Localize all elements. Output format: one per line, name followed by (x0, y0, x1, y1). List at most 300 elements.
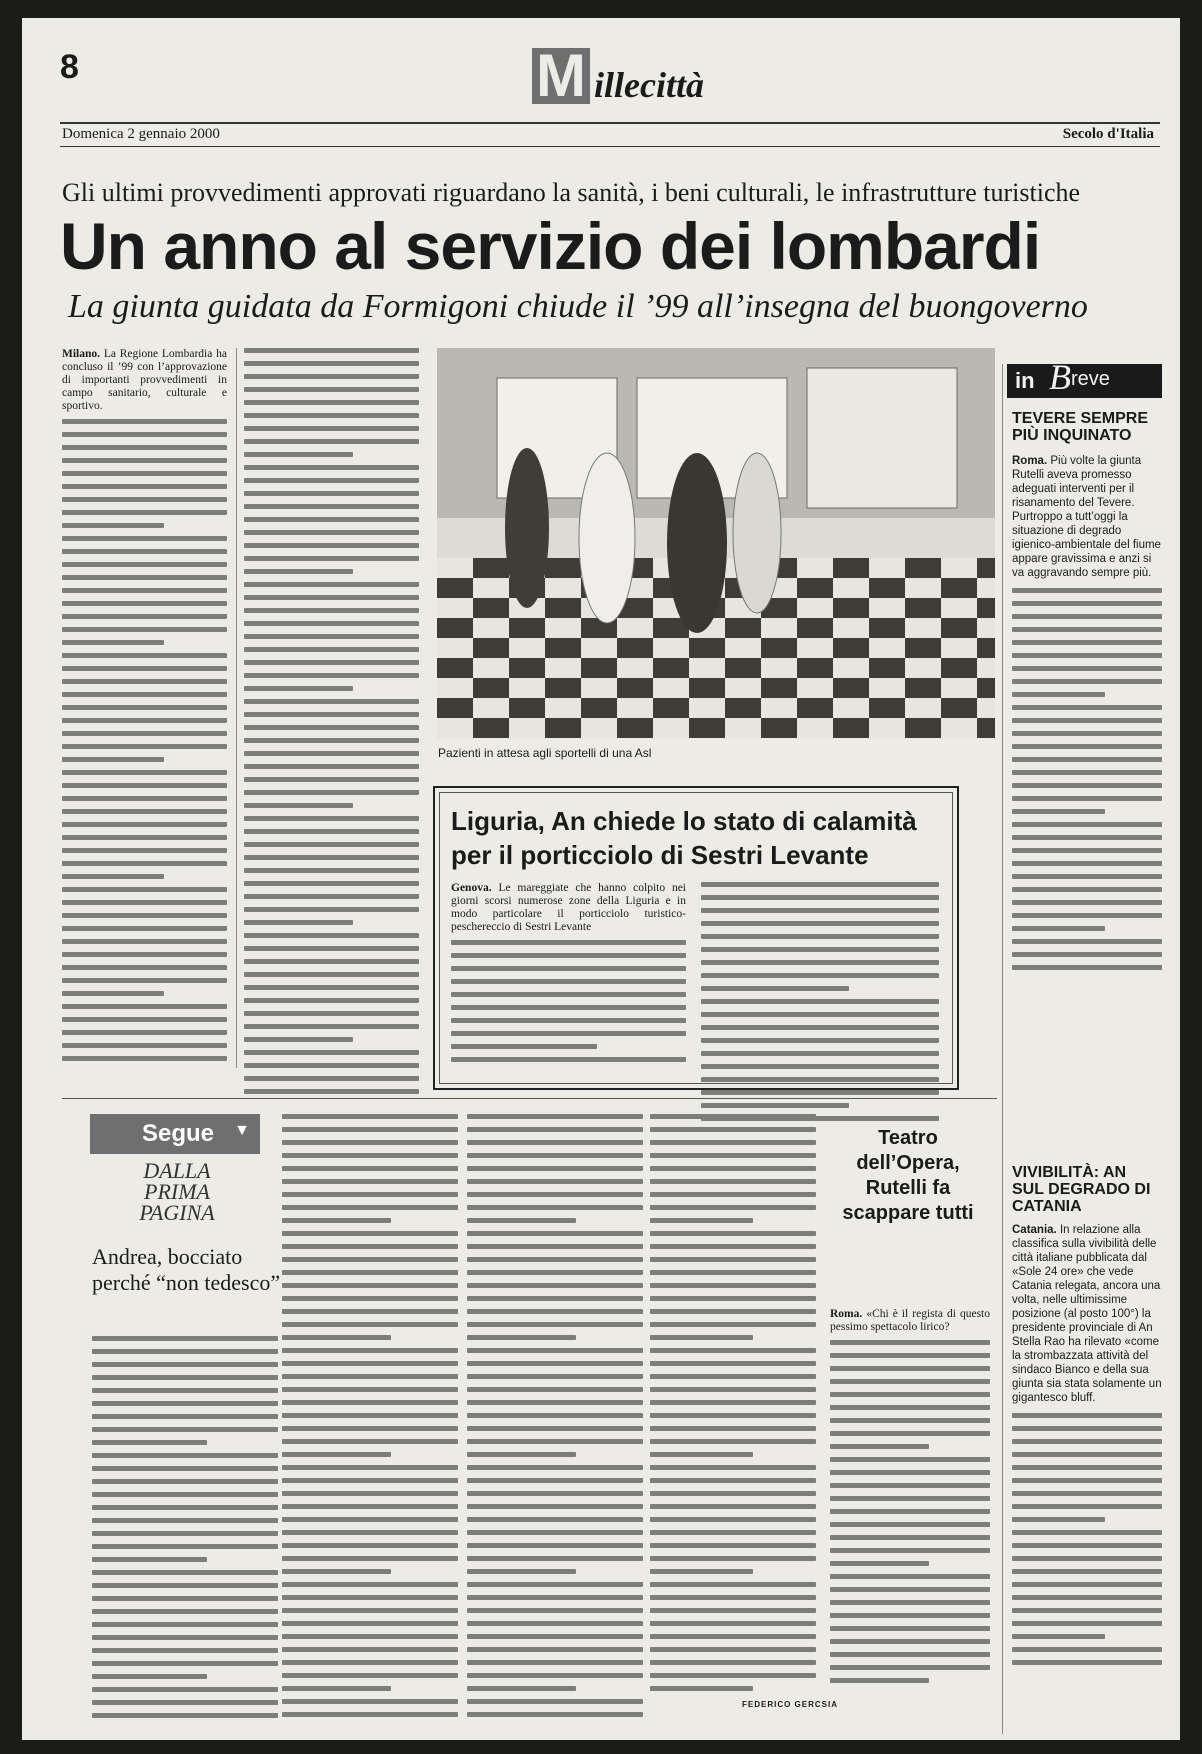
text-line (282, 1439, 458, 1444)
text-line (1012, 874, 1162, 879)
floor-tile (869, 638, 905, 658)
text-line (282, 1179, 458, 1184)
text-line (1012, 1439, 1162, 1444)
text-line (650, 1595, 816, 1600)
floor-tile (833, 618, 869, 638)
text-line (62, 458, 227, 463)
text-line (244, 868, 419, 873)
text-line (244, 543, 419, 548)
floor-tile (869, 718, 905, 738)
text-line (1012, 913, 1162, 918)
text-line (244, 894, 419, 899)
text-line (650, 1673, 816, 1678)
floor-tile (941, 618, 977, 638)
text-line (62, 809, 227, 814)
text-line (650, 1374, 816, 1379)
text-line (830, 1652, 990, 1657)
text-line (1012, 965, 1162, 970)
floor-tile (833, 698, 869, 718)
text-line (62, 1043, 227, 1048)
text-line (62, 445, 227, 450)
text-line (92, 1479, 278, 1484)
text-line (62, 744, 227, 749)
text-line (244, 608, 419, 613)
floor-tile (581, 678, 617, 698)
floor-tile (797, 558, 833, 578)
text-line (701, 934, 939, 939)
text-line (650, 1439, 816, 1444)
text-line (282, 1634, 458, 1639)
floor-tile (653, 638, 689, 658)
text-line (467, 1153, 643, 1158)
issue-date: Domenica 2 gennaio 2000 (62, 126, 220, 142)
floor-tile (869, 558, 905, 578)
segue-label: Segue (142, 1120, 215, 1147)
text-line (701, 1077, 939, 1082)
text-line (830, 1600, 990, 1605)
text-lines (451, 940, 686, 1062)
text-line (92, 1544, 278, 1549)
box-column-1 (451, 882, 686, 1070)
text-line (467, 1361, 643, 1366)
text-line (62, 497, 227, 502)
floor-tile (761, 658, 797, 678)
floor-tile (581, 658, 617, 678)
text-line (451, 1005, 686, 1010)
text-line (650, 1504, 816, 1509)
text-line (650, 1283, 816, 1288)
text-line (282, 1673, 458, 1678)
text-line (830, 1366, 990, 1371)
box-column-2 (701, 882, 939, 1129)
text-line (244, 530, 419, 535)
floor-tile (545, 718, 581, 738)
text-line (282, 1608, 458, 1613)
text-line (62, 926, 227, 931)
text-line (701, 1025, 939, 1030)
text-line (467, 1348, 643, 1353)
text-line (830, 1405, 990, 1410)
text-line (92, 1648, 278, 1653)
dpp-line-1: DALLA (143, 1158, 211, 1183)
text-line (650, 1309, 816, 1314)
floor-tile (941, 658, 977, 678)
boxed-article-liguria (433, 786, 959, 1090)
text-lines (282, 1114, 458, 1717)
text-line (467, 1296, 643, 1301)
text-lines (244, 348, 419, 1094)
text-line (451, 940, 686, 945)
text-line (244, 1011, 419, 1016)
text-line (62, 757, 164, 762)
text-line (244, 595, 419, 600)
text-line (62, 575, 227, 580)
teatro-title: Teatro dell’Opera, Rutelli fa scappare tutti (842, 1127, 974, 1224)
article-title: Un anno al servizio dei lombardi (60, 209, 1041, 283)
text-line (1012, 614, 1162, 619)
text-line (1012, 1634, 1105, 1639)
text-line (244, 400, 419, 405)
text-line (650, 1491, 816, 1496)
floor-tile (833, 558, 869, 578)
text-line (830, 1470, 990, 1475)
text-line (282, 1270, 458, 1275)
text-line (830, 1496, 990, 1501)
floor-tile (905, 678, 941, 698)
text-line (62, 965, 227, 970)
floor-tile (869, 598, 905, 618)
text-line (1012, 861, 1162, 866)
text-line (62, 523, 164, 528)
brief-catania-title: VIVIBILITÀ: AN SUL DEGRADO DI CATANIA (1012, 1164, 1151, 1215)
text-line (282, 1218, 391, 1223)
teatro-dateline: Roma. (830, 1308, 863, 1320)
box-title: Liguria, An chiede lo stato di calamità per il porticciolo di Sestri Levante (451, 806, 917, 870)
floor-tile (545, 558, 581, 578)
text-line (92, 1505, 278, 1510)
text-line (62, 432, 227, 437)
floor-tile (545, 618, 581, 638)
text-line (244, 998, 419, 1003)
text-line (282, 1647, 458, 1652)
text-line (282, 1413, 458, 1418)
text-line (701, 986, 849, 991)
text-line (282, 1387, 458, 1392)
text-line (62, 1056, 227, 1061)
text-line (1012, 1413, 1162, 1418)
text-line (282, 1569, 391, 1574)
text-line (62, 627, 227, 632)
segue-banner (90, 1114, 260, 1154)
andrea-column-4 (650, 1114, 816, 1699)
teatro-headline-box (824, 1126, 992, 1298)
text-line (451, 992, 686, 997)
article-column-1 (62, 348, 227, 1069)
text-line (92, 1349, 278, 1354)
text-line (282, 1582, 458, 1587)
text-line (467, 1478, 643, 1483)
brief-tevere-dateline: Roma. (1012, 455, 1048, 467)
text-line (282, 1517, 458, 1522)
text-line (62, 705, 227, 710)
floor-tile (545, 638, 581, 658)
text-line (650, 1192, 816, 1197)
section-divider (62, 1098, 997, 1099)
text-line (244, 1076, 419, 1081)
text-line (650, 1348, 816, 1353)
text-line (62, 991, 164, 996)
text-line (1012, 887, 1162, 892)
text-line (701, 947, 939, 952)
text-line (282, 1296, 458, 1301)
teatro-lead: «Chi è il regista di questo pessimo spettacolo lirico? (830, 1308, 991, 1333)
text-line (467, 1257, 643, 1262)
floor-tile (977, 578, 995, 598)
text-line (650, 1543, 816, 1548)
text-line (244, 673, 419, 678)
floor-tile (617, 698, 653, 718)
text-line (1012, 731, 1162, 736)
text-line (467, 1556, 643, 1561)
text-line (467, 1517, 643, 1522)
text-line (451, 966, 686, 971)
text-line (1012, 926, 1105, 931)
text-line (92, 1596, 278, 1601)
text-line (244, 491, 419, 496)
floor-tile (473, 558, 509, 578)
text-line (244, 712, 419, 717)
text-line (244, 777, 419, 782)
brief-catania-body (1012, 1223, 1162, 1405)
text-line (830, 1418, 990, 1423)
text-line (244, 790, 419, 795)
floor-tile (581, 698, 617, 718)
text-line (1012, 705, 1162, 710)
text-lines (701, 882, 939, 1121)
floor-tile (761, 618, 797, 638)
text-line (1012, 718, 1162, 723)
text-line (650, 1465, 816, 1470)
floor-tile (977, 598, 995, 618)
text-line (650, 1517, 816, 1522)
text-line (92, 1362, 278, 1367)
text-line (1012, 588, 1162, 593)
floor-tile (617, 678, 653, 698)
text-line (92, 1453, 278, 1458)
floor-tile (509, 718, 545, 738)
article-signature: FEDERICO GERCSIA (742, 1700, 839, 1709)
text-line (62, 848, 227, 853)
text-lines (62, 419, 227, 1061)
text-line (244, 1024, 419, 1029)
text-line (830, 1574, 990, 1579)
newspaper-name: Secolo d'Italia (1062, 126, 1154, 142)
text-line (62, 887, 227, 892)
text-line (1012, 627, 1162, 632)
in-breve-header (1007, 357, 1162, 398)
floor-tile (905, 658, 941, 678)
text-line (650, 1400, 816, 1405)
text-line (282, 1543, 458, 1548)
text-line (650, 1231, 816, 1236)
dpp-line-2: PRIMA (144, 1179, 210, 1204)
floor-tile (833, 658, 869, 678)
text-line (467, 1309, 643, 1314)
text-line (1012, 692, 1105, 697)
floor-tile (905, 618, 941, 638)
text-line (650, 1647, 816, 1652)
text-line (1012, 900, 1162, 905)
text-line (467, 1621, 643, 1626)
text-line (467, 1569, 576, 1574)
text-line (650, 1660, 816, 1665)
text-line (282, 1153, 458, 1158)
text-line (282, 1686, 391, 1691)
text-line (467, 1634, 643, 1639)
floor-tile (941, 718, 977, 738)
text-line (467, 1231, 643, 1236)
text-line (282, 1231, 458, 1236)
text-line (92, 1388, 278, 1393)
text-line (244, 751, 419, 756)
floor-tile (977, 658, 995, 678)
box-lead: Le mareggiate che hanno colpito nei giorni scorsi numerose zone della Liguria e in modo particolare il porticciolo turistico-peschereccio di Sestri Levante (451, 882, 686, 933)
text-line (467, 1608, 643, 1613)
text-line (467, 1673, 643, 1678)
text-line (282, 1452, 391, 1457)
brief-tevere-title: TEVERE SEMPRE PIÙ INQUINATO (1012, 410, 1149, 444)
text-line (62, 874, 164, 879)
text-line (1012, 640, 1162, 645)
text-line (1012, 939, 1162, 944)
floor-tile (509, 698, 545, 718)
text-line (244, 764, 419, 769)
text-line (62, 913, 227, 918)
text-line (244, 660, 419, 665)
text-line (650, 1413, 816, 1418)
text-line (244, 699, 419, 704)
floor-tile (977, 638, 995, 658)
text-line (451, 953, 686, 958)
text-line (1012, 757, 1162, 762)
floor-tile (725, 658, 761, 678)
floor-tile (509, 678, 545, 698)
text-line (244, 829, 419, 834)
text-line (830, 1535, 990, 1540)
text-line (282, 1699, 458, 1704)
floor-tile (545, 658, 581, 678)
floor-tile (725, 698, 761, 718)
text-line (244, 517, 419, 522)
text-line (244, 1050, 419, 1055)
floor-tile (509, 618, 545, 638)
text-line (244, 946, 419, 951)
text-line (830, 1587, 990, 1592)
text-line (282, 1283, 458, 1288)
floor-tile (869, 658, 905, 678)
floor-tile (797, 718, 833, 738)
floor-tile (689, 678, 725, 698)
in-breve-initial: B (1049, 357, 1071, 397)
text-line (62, 562, 227, 567)
text-line (282, 1244, 458, 1249)
photo-waiting-room (437, 348, 995, 738)
text-line (1012, 1556, 1162, 1561)
article-column-2 (244, 348, 419, 1102)
text-line (244, 1037, 353, 1042)
text-line (650, 1530, 816, 1535)
floor-tile (545, 578, 581, 598)
andrea-title: Andrea, bocciato perché “non tedesco” (92, 1244, 281, 1295)
text-line (1012, 666, 1162, 671)
floor-tile (437, 618, 473, 638)
text-line (282, 1127, 458, 1132)
text-line (650, 1205, 816, 1210)
text-line (282, 1361, 458, 1366)
text-line (244, 959, 419, 964)
floor-tile (797, 618, 833, 638)
text-line (701, 1064, 939, 1069)
text-line (244, 504, 419, 509)
brief-catania (1012, 1164, 1162, 1673)
text-line (1012, 1582, 1162, 1587)
text-line (62, 1030, 227, 1035)
text-line (650, 1244, 816, 1249)
text-line (244, 803, 353, 808)
text-lines (1012, 588, 1162, 970)
text-line (830, 1678, 929, 1683)
text-line (92, 1466, 278, 1471)
text-line (282, 1595, 458, 1600)
text-line (830, 1392, 990, 1397)
brief-tevere-body (1012, 454, 1162, 580)
text-line (830, 1353, 990, 1358)
floor-tile (977, 718, 995, 738)
floor-tile (797, 578, 833, 598)
text-line (62, 588, 227, 593)
text-line (650, 1296, 816, 1301)
text-line (467, 1413, 643, 1418)
floor-tile (905, 578, 941, 598)
text-line (244, 582, 419, 587)
text-line (467, 1439, 643, 1444)
text-line (650, 1218, 753, 1223)
text-lines (467, 1114, 643, 1717)
text-line (244, 348, 419, 353)
text-line (467, 1140, 643, 1145)
text-line (701, 895, 939, 900)
floor-tile (437, 578, 473, 598)
text-line (92, 1687, 278, 1692)
text-line (62, 471, 227, 476)
text-line (650, 1387, 816, 1392)
text-line (1012, 601, 1162, 606)
floor-tile (473, 578, 509, 598)
text-line (244, 738, 419, 743)
floor-tile (689, 638, 725, 658)
text-line (650, 1361, 816, 1366)
text-line (1012, 1517, 1105, 1522)
text-line (1012, 1478, 1162, 1483)
text-line (650, 1569, 753, 1574)
text-line (650, 1153, 816, 1158)
text-line (62, 770, 227, 775)
text-line (467, 1582, 643, 1587)
in-breve-rest: reve (1071, 368, 1110, 390)
text-line (244, 413, 419, 418)
text-line (282, 1348, 458, 1353)
text-line (467, 1205, 643, 1210)
floor-tile (869, 618, 905, 638)
text-line (282, 1465, 458, 1470)
text-line (701, 908, 939, 913)
text-line (650, 1608, 816, 1613)
text-lines (1012, 1413, 1162, 1665)
text-line (650, 1686, 753, 1691)
text-line (282, 1660, 458, 1665)
text-line (1012, 1595, 1162, 1600)
floor-tile (797, 598, 833, 618)
text-line (467, 1270, 643, 1275)
text-line (1012, 809, 1105, 814)
floor-tile (473, 698, 509, 718)
floor-tile (617, 658, 653, 678)
article-dateline: Milano. (62, 348, 101, 360)
section-logo (502, 44, 762, 114)
text-line (244, 439, 419, 444)
text-line (282, 1491, 458, 1496)
in-breve-in: in (1015, 368, 1035, 393)
